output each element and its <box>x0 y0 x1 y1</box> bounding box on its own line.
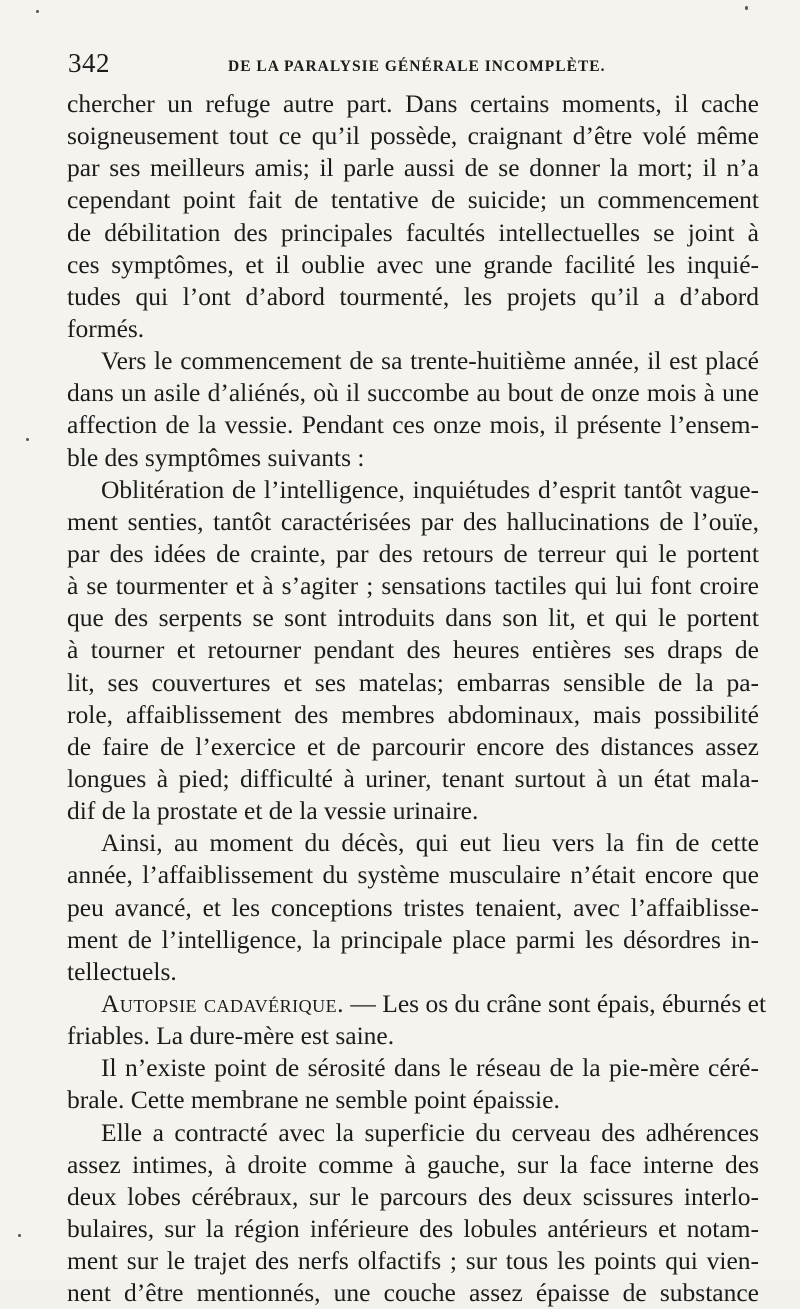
paper-speck <box>26 438 29 441</box>
text-line: dif de la prostate et de la vessie urinaire. <box>67 796 479 826</box>
text-line: bulaires, sur la région inférieure des lobules antérieurs et notam- <box>67 1213 759 1243</box>
text-line: role, affaiblissement des membres abdominaux, mais possibilité <box>67 699 759 729</box>
text-line: lit, ses couvertures et ses matelas; embarras sensible de la pa- <box>67 667 759 697</box>
text-line: friables. La dure-mère est saine. <box>67 1021 395 1051</box>
text-line: Vers le commencement de sa trente-huitième année, il est placé <box>101 346 759 376</box>
text-line: formés. <box>67 313 145 343</box>
text-line: deux lobes cérébraux, sur le parcours des deux scissures interlo- <box>67 1181 759 1211</box>
text-line: année, l’affaiblissement du système musculaire n’était encore que <box>67 860 759 890</box>
text-line: brale. Cette membrane ne semble point épaissie. <box>67 1085 560 1115</box>
text-line: cependant point fait de tentative de suicide; un commencement <box>67 185 759 215</box>
autopsy-text: — Les os du crâne sont épais, éburnés et <box>350 988 767 1018</box>
text-line: à tourner et retourner pendant des heures entières ses draps de <box>67 635 759 665</box>
text-line: de faire de l’exercice et de parcourir encore des distances assez <box>67 731 759 761</box>
text-line: que des serpents se sont introduits dans son lit, et qui le portent <box>67 603 759 633</box>
page-header <box>68 48 758 84</box>
text-line: longues à pied; difficulté à uriner, tenant surtout à un état mala- <box>67 763 759 793</box>
text-line: à se tourmenter et à s’agiter ; sensations tactiles qui lui font croire <box>67 571 759 601</box>
autopsy-heading: Autopsie cadavérique. <box>101 988 345 1018</box>
text-line: soigneusement tout ce qu’il possède, craignant d’être volé même <box>67 121 759 151</box>
text-line: affection de la vessie. Pendant ces onze mois, il présente l’ensem- <box>67 410 759 440</box>
paper-speck <box>36 10 39 13</box>
text-line: dans un asile d’aliénés, où il succombe au bout de onze mois à une <box>67 378 759 408</box>
text-line: peu avancé, et les conceptions tristes tenaient, avec l’affaiblisse- <box>67 892 759 922</box>
text-line: ment sur le trajet des nerfs olfactifs ; sur tous les points qui vien- <box>67 1246 759 1276</box>
text-line: par des idées de crainte, par des retours de terreur qui le portent <box>67 538 759 568</box>
autopsy-line <box>67 988 767 1020</box>
text-line: tudes qui l’ont d’abord tourmenté, les projets qu’il a d’abord <box>67 281 759 311</box>
text-line: assez intimes, à droite comme à gauche, sur la face interne des <box>67 1149 759 1179</box>
text-line: ment de l’intelligence, la principale place parmi les désordres in- <box>67 924 759 954</box>
text-line: Ainsi, au moment du décès, qui eut lieu vers la fin de cette <box>101 828 759 858</box>
text-line: ment senties, tantôt caractérisées par des hallucinations de l’ouïe, <box>67 506 759 536</box>
body-text <box>67 88 767 1309</box>
page-number: 342 <box>68 48 110 78</box>
text-line: Elle a contracté avec la superficie du cerveau des adhérences <box>101 1117 759 1147</box>
text-line: chercher un refuge autre part. Dans certains moments, il cache <box>67 89 759 118</box>
text-line: par ses meilleurs amis; il parle aussi de se donner la mort; il n’a <box>67 153 759 183</box>
text-line: nent d’être mentionnés, une couche assez épaisse de substance <box>67 1278 759 1308</box>
text-line: tellectuels. <box>67 956 177 986</box>
text-line: Il n’existe point de sérosité dans le réseau de la pie-mère céré- <box>101 1053 759 1083</box>
paper-speck <box>18 1234 21 1237</box>
paper-speck <box>745 6 748 10</box>
running-head: DE LA PARALYSIE GÉNÉRALE INCOMPLÈTE. <box>228 58 606 75</box>
text-line: de débilitation des principales facultés intellectuelles se joint à <box>67 217 759 247</box>
text-line: Oblitération de l’intelligence, inquiétudes d’esprit tantôt vague- <box>101 474 759 504</box>
text-line: ble des symptômes suivants : <box>67 442 365 472</box>
text-line: ces symptômes, et il oublie avec une grande facilité les inquié- <box>67 249 759 279</box>
